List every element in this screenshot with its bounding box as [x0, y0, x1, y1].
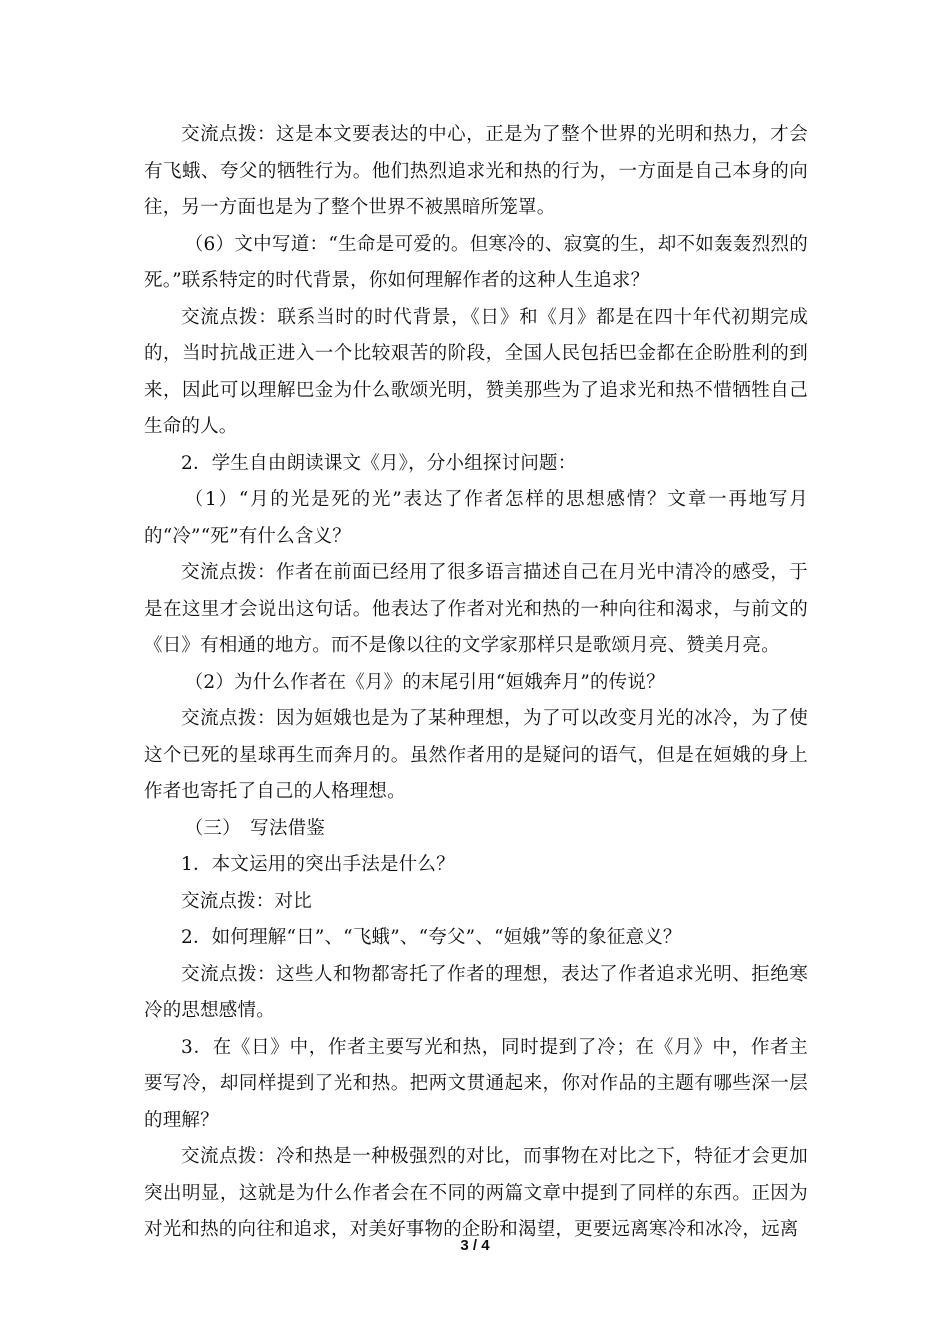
- question-paragraph: （1）“月的光是死的光”表达了作者怎样的思想感情？文章一再地写月的“冷”“死”有什么含义？: [144, 489, 808, 547]
- page-number: 3 / 4: [460, 1237, 490, 1254]
- section-heading: （三） 写法借鉴: [184, 817, 326, 839]
- answer-paragraph: 交流点拨：作者在前面已经用了很多语言描述自己在月光中清冷的感受，于是在这里才会说出这句话。他表达了作者对光和热的一种向往和渴求，与前文的《日》有相通的地方。而不是像以往的文学家那样只是歌颂月亮、赞美月亮。: [144, 562, 808, 656]
- question-paragraph: （6）文中写道：“生命是可爱的。但寒冷的、寂寞的生，却不如轰轰烈烈的死。”联系特定的时代背景，你如何理解作者的这种人生追求？: [144, 233, 808, 291]
- answer-paragraph: 交流点拨：这是本文要表达的中心，正是为了整个世界的光明和热力，才会有飞蛾、夸父的牺牲行为。他们热烈追求光和热的行为，一方面是自己本身的向往，另一方面也是为了整个世界不被黑暗所笼罩。: [144, 124, 808, 218]
- answer-paragraph: 交流点拨：这些人和物都寄托了作者的理想，表达了作者追求光明、拒绝寒冷的思想感情。: [144, 963, 808, 1021]
- question-paragraph: 3．在《日》中，作者主要写光和热，同时提到了冷；在《月》中，作者主要写冷，却同样提到了光和热。把两文贯通起来，你对作品的主题有哪些深一层的理解？: [144, 1036, 808, 1131]
- answer-paragraph: 交流点拨：冷和热是一种极强烈的对比，而事物在对比之下，特征才会更加突出明显，这就是为什么作者会在不同的两篇文章中提到了同样的东西。正因为对光和热的向往和追求，对美好事物的企盼和渴望，更要远离寒冷和冰冷，远离: [144, 1146, 808, 1240]
- question-paragraph: （2）为什么作者在《月》的末尾引用“姮娥奔月”的传说？: [184, 671, 665, 693]
- answer-paragraph: 交流点拨：因为姮娥也是为了某种理想，为了可以改变月光的冰冷，为了使这个已死的星球再生而奔月的。虽然作者用的是疑问的语气，但是在姮娥的身上作者也寄托了自己的人格理想。: [144, 708, 808, 802]
- question-paragraph: 1．本文运用的突出手法是什么？: [181, 854, 455, 875]
- answer-paragraph: 交流点拨：联系当时的时代背景，《日》和《月》都是在四十年代初期完成的，当时抗战正进入一个比较艰苦的阶段，全国人民包括巴金都在企盼胜利的到来，因此可以理解巴金为什么歌颂光明，赞美那些为了追求光和热不惜牺牲自己生命的人。: [144, 306, 808, 437]
- answer-paragraph: 交流点拨：对比: [181, 890, 312, 912]
- question-paragraph: 2．学生自由朗读课文《月》，分小组探讨问题：: [181, 452, 577, 474]
- document-body: [144, 117, 808, 1249]
- question-paragraph: 2．如何理解“日”、“飞蛾”、“夸父”、“姮娥”等的象征意义？: [181, 927, 682, 948]
